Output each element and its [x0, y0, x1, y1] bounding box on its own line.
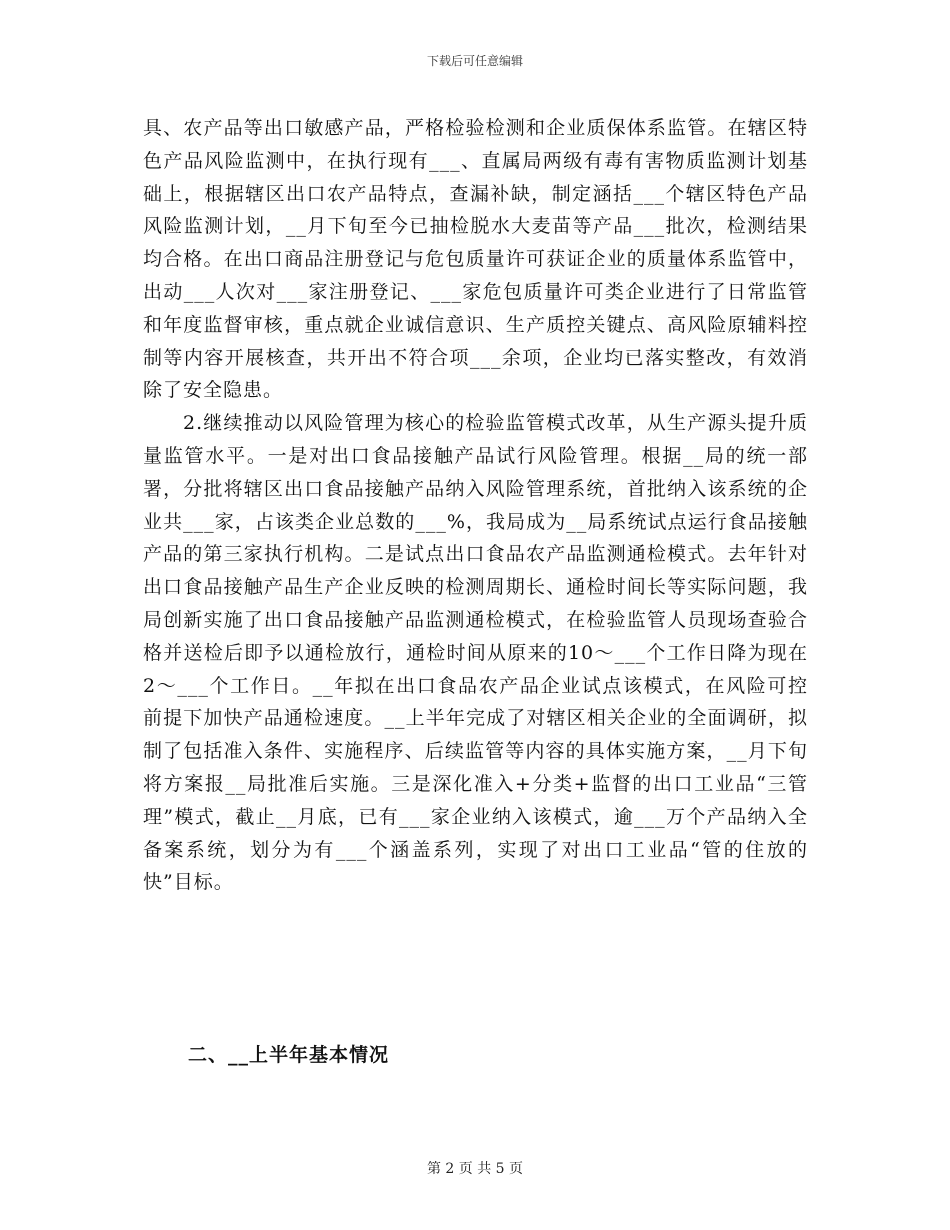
page-header: 下载后可任意编辑: [426, 54, 523, 68]
paragraph-continuation: 具、农产品等出口敏感产品，严格检验检测和企业质保体系监管。在辖区特色产品风险监测中，在执行现有___、直属局两级有毒有害物质监测计划基础上，根据辖区出口农产品特点，查漏补缺，制定涵括___个辖区特色产品风险监测计划，__月下旬至今已抽检脱水大麦苗等产品___批次，检测结果均合格。在出口商品注册登记与危包质量许可获证企业的质量体系监管中，出动___人次对___家注册登记、___家危包质量许可类企业进行了日常监管和年度监督审核，重点就企业诚信意识、生产质控关键点、高风险原辅料控制等内容开展核查，共开出不符合项___余项，企业均已落实整改，有效消除了安全隐患。: [143, 117, 808, 402]
section-heading: 二、__上半年基本情况: [188, 1044, 390, 1066]
paragraph-item-2: 2.继续推动以风险管理为核心的检验监管模式改革，从生产源头提升质量监管水平。一是对出口食品接触产品试行风险管理。根据__局的统一部署，分批将辖区出口食品接触产品纳入风险管理系统，首批纳入该系统的企业共___家，占该类企业总数的___%，我局成为__局系统试点运行食品接触产品的第三家执行机构。二是试点出口食品农产品监测通检模式。去年针对出口食品接触产品生产企业反映的检测周期长、通检时间长等实际问题，我局创新实施了出口食品接触产品监测通检模式，在检验监管人员现场查验合格并送检后即予以通检放行，通检时间从原来的10～___个工作日降为现在2～___个工作日。__年拟在出口食品农产品企业试点该模式，在风险可控前提下加快产品通检速度。__上半年完成了对辖区相关企业的全面调研，拟制了包括准入条件、实施程序、后续监管等内容的具体实施方案，__月下旬将方案报__局批准后实施。三是深化准入+分类+监督的出口工业品“三管理”模式，截止__月底，已有___家企业纳入该模式，逾___万个产品纳入全备案系统，划分为有___个涵盖系列，实现了对出口工业品“管的住放的快”目标。: [143, 412, 808, 894]
document-body: [143, 112, 808, 899]
page-footer: 第 2 页 共 5 页: [426, 1161, 524, 1177]
